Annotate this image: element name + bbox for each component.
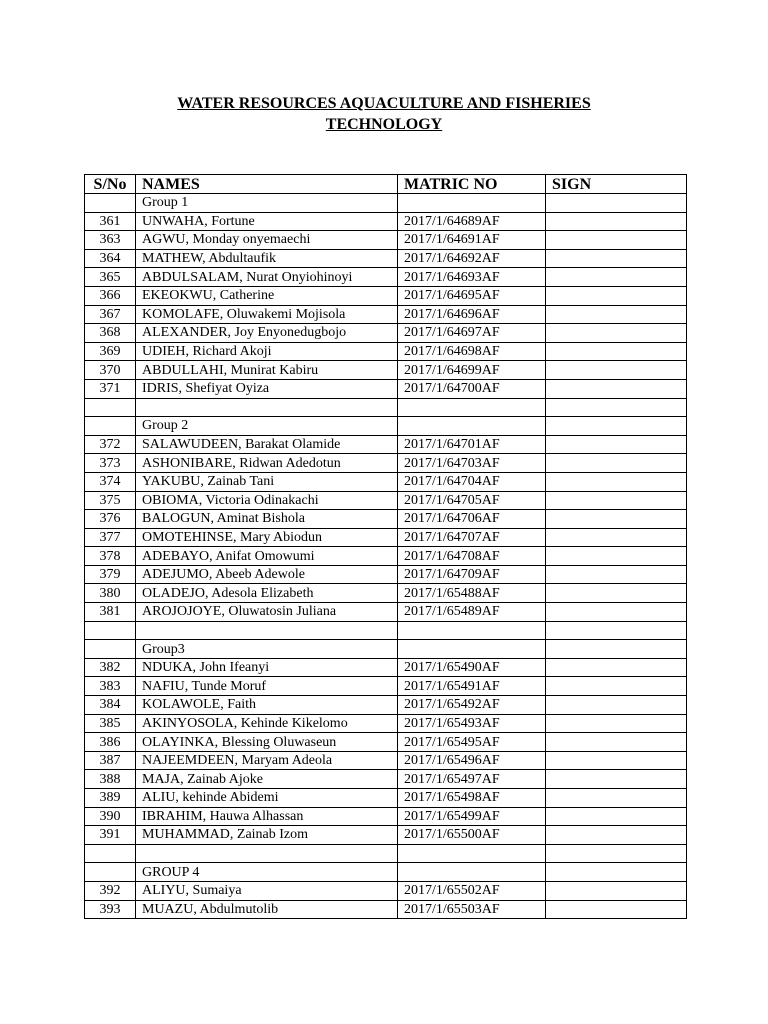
cell-sign <box>546 212 687 231</box>
table-row <box>85 658 687 677</box>
table-row <box>85 324 687 343</box>
cell-name: AKINYOSOLA, Kehinde Kikelomo <box>136 714 398 733</box>
cell-name: AROJOJOYE, Oluwatosin Juliana <box>136 603 398 622</box>
cell-name: UDIEH, Richard Akoji <box>136 342 398 361</box>
table-row <box>85 528 687 547</box>
cell-sign <box>546 826 687 845</box>
cell-sn: 368 <box>85 324 136 343</box>
table-row <box>85 268 687 287</box>
cell-sn: 371 <box>85 379 136 398</box>
cell-name: AGWU, Monday onyemaechi <box>136 231 398 250</box>
cell-matric: 2017/1/64709AF <box>398 565 546 584</box>
cell-sign <box>546 547 687 566</box>
cell-matric: 2017/1/64701AF <box>398 435 546 454</box>
table-row <box>85 696 687 715</box>
cell-name: IDRIS, Shefiyat Oyiza <box>136 379 398 398</box>
cell-sign <box>546 491 687 510</box>
cell-matric <box>398 398 546 417</box>
cell-sign <box>546 231 687 250</box>
cell-sign <box>546 640 687 659</box>
cell-matric: 2017/1/65500AF <box>398 826 546 845</box>
cell-name: ALIU, kehinde Abidemi <box>136 789 398 808</box>
cell-sn <box>85 398 136 417</box>
cell-sign <box>546 268 687 287</box>
cell-matric: 2017/1/64692AF <box>398 249 546 268</box>
cell-name: OLAYINKA, Blessing Oluwaseun <box>136 733 398 752</box>
title-line-2: TECHNOLOGY <box>325 116 443 133</box>
cell-matric: 2017/1/65503AF <box>398 900 546 919</box>
cell-matric <box>398 194 546 213</box>
cell-sn: 361 <box>85 212 136 231</box>
cell-sign <box>546 844 687 863</box>
cell-sign <box>546 528 687 547</box>
cell-name: EKEOKWU, Catherine <box>136 286 398 305</box>
cell-name: ADEJUMO, Abeeb Adewole <box>136 565 398 584</box>
table-row <box>85 305 687 324</box>
cell-sign <box>546 621 687 640</box>
header-names: NAMES <box>136 175 398 194</box>
cell-sign <box>546 584 687 603</box>
table-row <box>85 621 687 640</box>
table-row <box>85 751 687 770</box>
cell-matric: 2017/1/65498AF <box>398 789 546 808</box>
cell-name: MATHEW, Abdultaufik <box>136 249 398 268</box>
cell-matric: 2017/1/65495AF <box>398 733 546 752</box>
cell-sn <box>85 194 136 213</box>
cell-sign <box>546 435 687 454</box>
table-row <box>85 603 687 622</box>
cell-name: ASHONIBARE, Ridwan Adedotun <box>136 454 398 473</box>
cell-matric: 2017/1/65496AF <box>398 751 546 770</box>
cell-sign <box>546 342 687 361</box>
cell-sn: 363 <box>85 231 136 250</box>
table-row <box>85 361 687 380</box>
cell-sn: 383 <box>85 677 136 696</box>
cell-name: IBRAHIM, Hauwa Alhassan <box>136 807 398 826</box>
cell-name: ALEXANDER, Joy Enyonedugbojo <box>136 324 398 343</box>
table-row <box>85 231 687 250</box>
cell-matric: 2017/1/65488AF <box>398 584 546 603</box>
table-header-row <box>85 175 687 194</box>
table-row <box>85 286 687 305</box>
cell-matric: 2017/1/64708AF <box>398 547 546 566</box>
table-row <box>85 826 687 845</box>
cell-sn: 378 <box>85 547 136 566</box>
table-row <box>85 900 687 919</box>
cell-sign <box>546 863 687 882</box>
cell-sign <box>546 454 687 473</box>
cell-name: ABDULSALAM, Nurat Onyiohinoyi <box>136 268 398 287</box>
cell-matric: 2017/1/64699AF <box>398 361 546 380</box>
table-row <box>85 714 687 733</box>
cell-sn: 387 <box>85 751 136 770</box>
cell-name: Group 1 <box>136 194 398 213</box>
cell-matric: 2017/1/64695AF <box>398 286 546 305</box>
cell-name: ALIYU, Sumaiya <box>136 881 398 900</box>
cell-name: OMOTEHINSE, Mary Abiodun <box>136 528 398 547</box>
cell-matric: 2017/1/64704AF <box>398 472 546 491</box>
cell-matric: 2017/1/64707AF <box>398 528 546 547</box>
table-row <box>85 249 687 268</box>
table-row <box>85 677 687 696</box>
cell-matric: 2017/1/65493AF <box>398 714 546 733</box>
cell-sign <box>546 379 687 398</box>
cell-matric: 2017/1/64689AF <box>398 212 546 231</box>
cell-name: ADEBAYO, Anifat Omowumi <box>136 547 398 566</box>
cell-sign <box>546 286 687 305</box>
cell-sn: 366 <box>85 286 136 305</box>
cell-sign <box>546 714 687 733</box>
page-title <box>0 93 768 135</box>
cell-matric: 2017/1/64700AF <box>398 379 546 398</box>
cell-sn: 373 <box>85 454 136 473</box>
cell-name: OBIOMA, Victoria Odinakachi <box>136 491 398 510</box>
cell-sign <box>546 565 687 584</box>
cell-sign <box>546 751 687 770</box>
cell-sn: 380 <box>85 584 136 603</box>
header-sign: SIGN <box>546 175 687 194</box>
cell-name: MUHAMMAD, Zainab Izom <box>136 826 398 845</box>
cell-name <box>136 621 398 640</box>
cell-sn: 379 <box>85 565 136 584</box>
cell-name: GROUP 4 <box>136 863 398 882</box>
cell-sign <box>546 881 687 900</box>
cell-matric: 2017/1/65502AF <box>398 881 546 900</box>
cell-matric: 2017/1/65499AF <box>398 807 546 826</box>
table-row <box>85 640 687 659</box>
cell-sign <box>546 305 687 324</box>
table-row <box>85 435 687 454</box>
header-matric: MATRIC NO <box>398 175 546 194</box>
cell-sign <box>546 324 687 343</box>
cell-sn: 365 <box>85 268 136 287</box>
cell-sn: 372 <box>85 435 136 454</box>
cell-sn: 367 <box>85 305 136 324</box>
cell-name: UNWAHA, Fortune <box>136 212 398 231</box>
cell-sn: 374 <box>85 472 136 491</box>
cell-matric: 2017/1/65490AF <box>398 658 546 677</box>
cell-matric <box>398 621 546 640</box>
cell-name: Group3 <box>136 640 398 659</box>
cell-name: BALOGUN, Aminat Bishola <box>136 510 398 529</box>
table-row <box>85 547 687 566</box>
title-line-1: WATER RESOURCES AQUACULTURE AND FISHERIES <box>177 95 591 112</box>
cell-matric: 2017/1/64696AF <box>398 305 546 324</box>
cell-sn: 389 <box>85 789 136 808</box>
cell-matric: 2017/1/64705AF <box>398 491 546 510</box>
table-row <box>85 789 687 808</box>
table-row <box>85 510 687 529</box>
cell-matric <box>398 844 546 863</box>
table-row <box>85 212 687 231</box>
cell-sign <box>546 361 687 380</box>
cell-name: OLADEJO, Adesola Elizabeth <box>136 584 398 603</box>
cell-sn: 384 <box>85 696 136 715</box>
cell-matric: 2017/1/65489AF <box>398 603 546 622</box>
cell-matric: 2017/1/64697AF <box>398 324 546 343</box>
cell-sign <box>546 417 687 436</box>
cell-sign <box>546 900 687 919</box>
cell-sn: 382 <box>85 658 136 677</box>
cell-name: ABDULLAHI, Munirat Kabiru <box>136 361 398 380</box>
cell-sn <box>85 417 136 436</box>
cell-name: NAFIU, Tunde Moruf <box>136 677 398 696</box>
cell-matric <box>398 640 546 659</box>
table-row <box>85 379 687 398</box>
table-row <box>85 194 687 213</box>
table-row <box>85 770 687 789</box>
cell-sign <box>546 677 687 696</box>
table-row <box>85 844 687 863</box>
cell-sn: 388 <box>85 770 136 789</box>
cell-name: YAKUBU, Zainab Tani <box>136 472 398 491</box>
cell-name: SALAWUDEEN, Barakat Olamide <box>136 435 398 454</box>
cell-sn: 393 <box>85 900 136 919</box>
cell-name <box>136 398 398 417</box>
cell-sn: 376 <box>85 510 136 529</box>
cell-sn: 377 <box>85 528 136 547</box>
cell-sn: 375 <box>85 491 136 510</box>
table-row <box>85 881 687 900</box>
cell-sign <box>546 249 687 268</box>
cell-matric: 2017/1/64706AF <box>398 510 546 529</box>
cell-sign <box>546 807 687 826</box>
table-row <box>85 417 687 436</box>
cell-sign <box>546 398 687 417</box>
header-sn: S/No <box>85 175 136 194</box>
cell-sn: 385 <box>85 714 136 733</box>
cell-sn <box>85 621 136 640</box>
student-roster-table <box>84 174 687 919</box>
cell-name: KOLAWOLE, Faith <box>136 696 398 715</box>
cell-matric: 2017/1/64691AF <box>398 231 546 250</box>
table-row <box>85 472 687 491</box>
cell-name: Group 2 <box>136 417 398 436</box>
cell-sn: 392 <box>85 881 136 900</box>
cell-name: KOMOLAFE, Oluwakemi Mojisola <box>136 305 398 324</box>
table-row <box>85 565 687 584</box>
table-row <box>85 454 687 473</box>
cell-sn <box>85 640 136 659</box>
cell-sn <box>85 863 136 882</box>
cell-matric: 2017/1/65491AF <box>398 677 546 696</box>
cell-sign <box>546 472 687 491</box>
cell-sn: 381 <box>85 603 136 622</box>
cell-name: MUAZU, Abdulmutolib <box>136 900 398 919</box>
cell-matric: 2017/1/64698AF <box>398 342 546 361</box>
cell-sign <box>546 658 687 677</box>
cell-name: NDUKA, John Ifeanyi <box>136 658 398 677</box>
table-row <box>85 733 687 752</box>
cell-name: NAJEEMDEEN, Maryam Adeola <box>136 751 398 770</box>
cell-matric: 2017/1/64693AF <box>398 268 546 287</box>
table-row <box>85 863 687 882</box>
table-body <box>85 194 687 919</box>
cell-sign <box>546 789 687 808</box>
table-row <box>85 342 687 361</box>
cell-sign <box>546 603 687 622</box>
cell-sign <box>546 733 687 752</box>
cell-matric: 2017/1/64703AF <box>398 454 546 473</box>
cell-sign <box>546 770 687 789</box>
table-row <box>85 398 687 417</box>
cell-sn: 390 <box>85 807 136 826</box>
table-row <box>85 584 687 603</box>
cell-sign <box>546 510 687 529</box>
table-row <box>85 491 687 510</box>
cell-sn: 386 <box>85 733 136 752</box>
cell-name: MAJA, Zainab Ajoke <box>136 770 398 789</box>
cell-name <box>136 844 398 863</box>
cell-sn: 364 <box>85 249 136 268</box>
cell-sn: 370 <box>85 361 136 380</box>
table-row <box>85 807 687 826</box>
cell-sign <box>546 194 687 213</box>
cell-sign <box>546 696 687 715</box>
cell-matric <box>398 417 546 436</box>
cell-matric <box>398 863 546 882</box>
cell-sn <box>85 844 136 863</box>
cell-matric: 2017/1/65492AF <box>398 696 546 715</box>
cell-sn: 369 <box>85 342 136 361</box>
cell-sn: 391 <box>85 826 136 845</box>
cell-matric: 2017/1/65497AF <box>398 770 546 789</box>
